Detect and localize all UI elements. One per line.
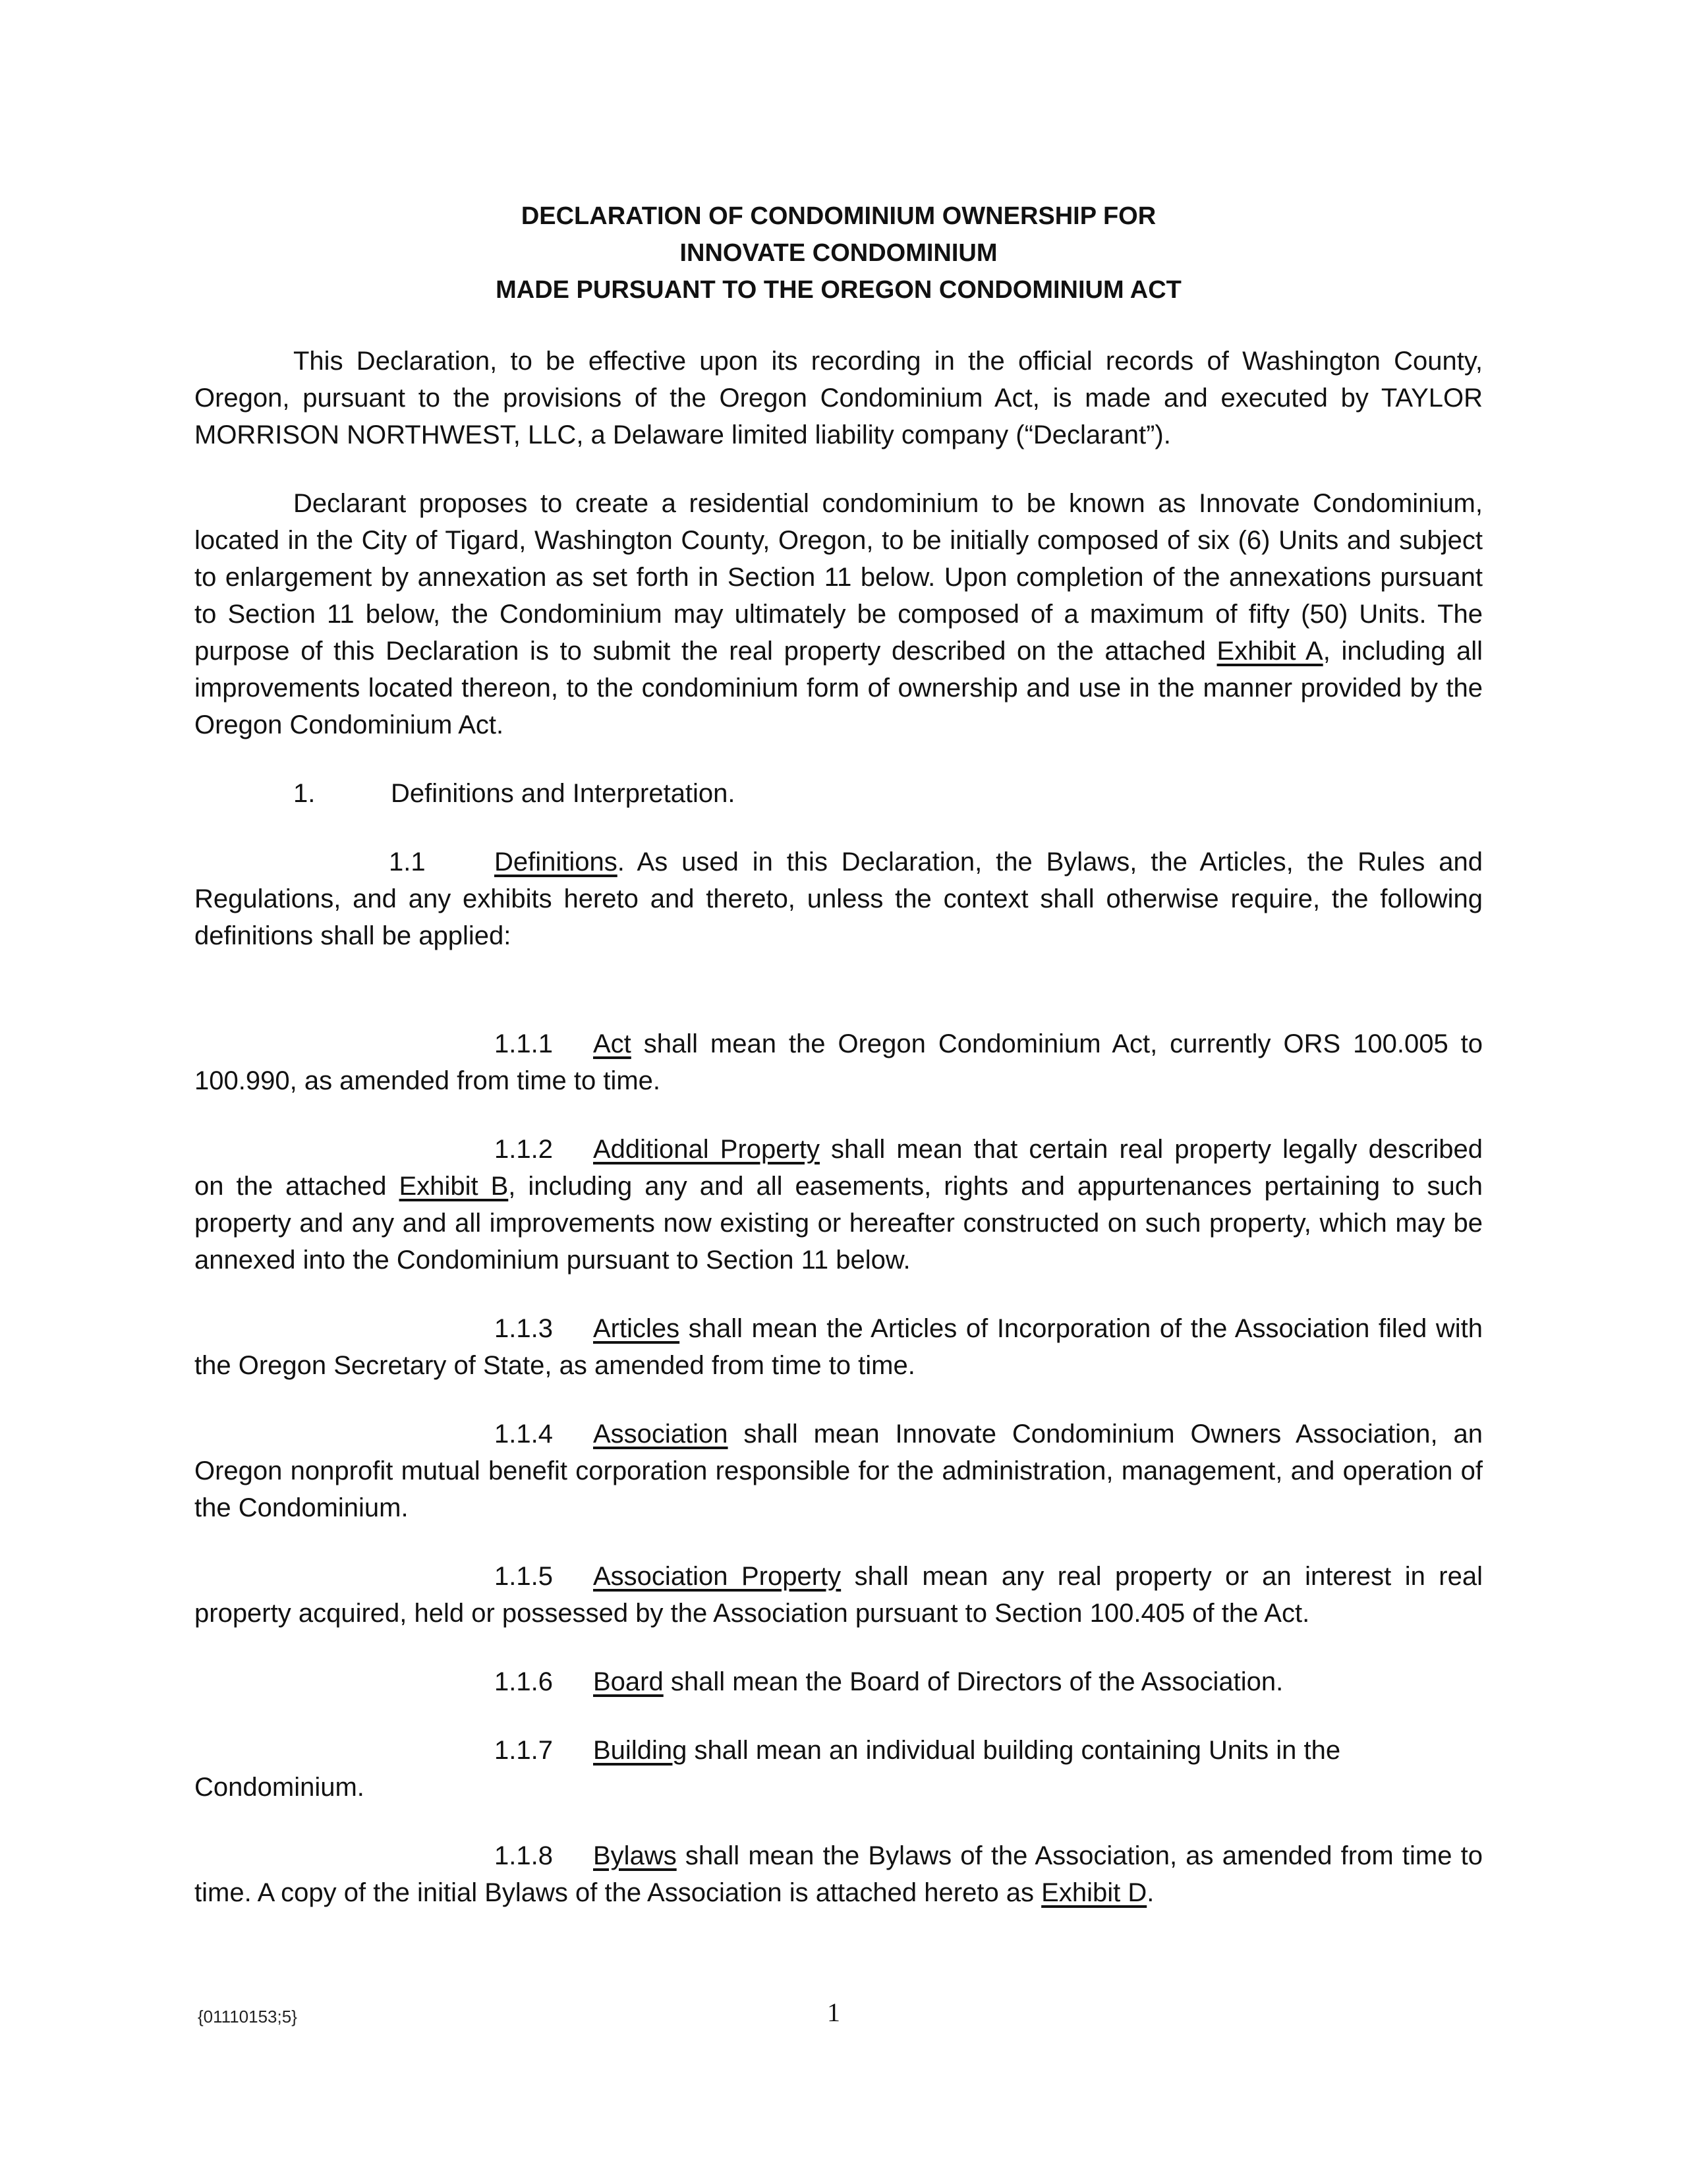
definition-term: Association: [593, 1420, 728, 1449]
exhibit-a-reference: Exhibit A: [1216, 637, 1323, 666]
definition-text-end: , including any and all easements, rights and appurtenances pertaining to such property and any and all improvements now existing or hereafter constructed on such property, which may be annexed into the Condominium pursuant to Section 11 below.: [194, 1172, 1483, 1275]
definition-term: Board: [593, 1667, 664, 1696]
definition-term: Building: [593, 1736, 687, 1765]
intro-p2-text: Declarant proposes to create a residential condominium to be known as Innovate Condominium, located in the City of Tigard, Washington County, Oregon, to be initially composed of six (6) Units and subject to enlargement by annexation as set forth in Section 11 below. Upon completion of the annexations pursuant to Section 11 below, the Condominium may ultimately be composed of a maximum of fifty (50) Units. The purpose of this Declaration is to submit the real property described on the attached: [194, 489, 1483, 666]
definition-text-end: .: [1147, 1878, 1155, 1907]
definition-number: 1.1.4: [494, 1420, 553, 1449]
section-1-number: 1.: [293, 779, 316, 808]
definition-1-1-4: [194, 1416, 1483, 1526]
definition-number: 1.1.6: [494, 1667, 553, 1696]
document-title: [194, 198, 1483, 308]
definition-term: Additional Property: [593, 1135, 820, 1164]
section-1-1-text: . As used in this Declaration, the Bylaws, the Articles, the Rules and Regulations, and any exhibits hereto and thereto, unless the context shall otherwise require, the following definitions shall be applied:: [194, 848, 1483, 950]
intro-paragraph-1: This Declaration, to be effective upon its recording in the official records of Washington County, Oregon, pursuant to the provisions of the Oregon Condominium Act, is made and executed by TAYLOR MORRISON NORTHWEST, LLC, a Delaware limited liability company (“Declarant”).: [194, 347, 1483, 449]
definition-term: Association Property: [593, 1562, 842, 1591]
definition-text: shall mean an individual building containing Units in the: [687, 1736, 1341, 1765]
definition-number: 1.1.3: [494, 1314, 553, 1343]
definition-text: shall mean the Board of Directors of the Association.: [663, 1667, 1284, 1696]
definition-1-1-8: [194, 1837, 1483, 1911]
title-line-3: MADE PURSUANT TO THE OREGON CONDOMINIUM ACT: [496, 276, 1182, 304]
definition-number: 1.1.1: [494, 1029, 553, 1058]
definition-text: shall mean that certain real property legally described on the attached: [194, 1135, 1483, 1201]
section-1-1-heading: Definitions: [494, 848, 617, 876]
definition-number: 1.1.2: [494, 1135, 553, 1164]
section-1-heading: [194, 775, 1483, 812]
definition-term: Articles: [593, 1314, 680, 1343]
exhibit-b-reference: Exhibit B: [399, 1172, 509, 1201]
exhibit-d-reference: Exhibit D: [1041, 1878, 1147, 1907]
definition-1-1-3: [194, 1310, 1483, 1384]
section-1-1-paragraph: [194, 844, 1483, 954]
definition-text: shall mean the Oregon Condominium Act, currently ORS 100.005 to 100.990, as amended from time to time.: [194, 1029, 1483, 1095]
definition-text: shall mean the Bylaws of the Association, as amended from time to time. A copy of the initial Bylaws of the Association is attached hereto as: [194, 1841, 1483, 1907]
definition-number: 1.1.7: [494, 1736, 553, 1765]
page-number: 1: [827, 1997, 840, 2027]
section-1-1-number: 1.1: [389, 848, 426, 876]
definition-term: Bylaws: [593, 1841, 677, 1870]
section-1-title: Definitions and Interpretation.: [391, 779, 735, 808]
document-body: [194, 198, 1483, 1943]
definition-1-1-7: [194, 1732, 1483, 1769]
definition-1-1-7-continuation: Condominium.: [194, 1773, 364, 1802]
definition-1-1-1: [194, 1025, 1483, 1099]
definition-text: shall mean Innovate Condominium Owners Association, an Oregon nonprofit mutual benefit corporation responsible for the administration, management, and operation of the Condominium.: [194, 1420, 1483, 1522]
definition-text: shall mean any real property or an interest in real property acquired, held or possessed by the Association pursuant to Section 100.405 of the Act.: [194, 1562, 1483, 1628]
definition-term: Act: [593, 1029, 631, 1058]
definition-number: 1.1.8: [494, 1841, 553, 1870]
intro-paragraph-2: [194, 485, 1483, 743]
definition-text: shall mean the Articles of Incorporation of the Association filed with the Oregon Secretary of State, as amended from time to time.: [194, 1314, 1483, 1380]
definition-1-1-2: [194, 1131, 1483, 1279]
title-line-1: DECLARATION OF CONDOMINIUM OWNERSHIP FOR: [521, 202, 1157, 230]
title-line-2: INNOVATE CONDOMINIUM: [679, 239, 998, 267]
definition-1-1-6: [194, 1663, 1483, 1700]
document-id-footer: {01110153;5}: [198, 2007, 297, 2026]
intro-p2-text-end: , including all improvements located thereon, to the condominium form of ownership and use in the manner provided by the Oregon Condominium Act.: [194, 637, 1483, 739]
definition-number: 1.1.5: [494, 1562, 553, 1591]
definition-1-1-5: [194, 1558, 1483, 1632]
